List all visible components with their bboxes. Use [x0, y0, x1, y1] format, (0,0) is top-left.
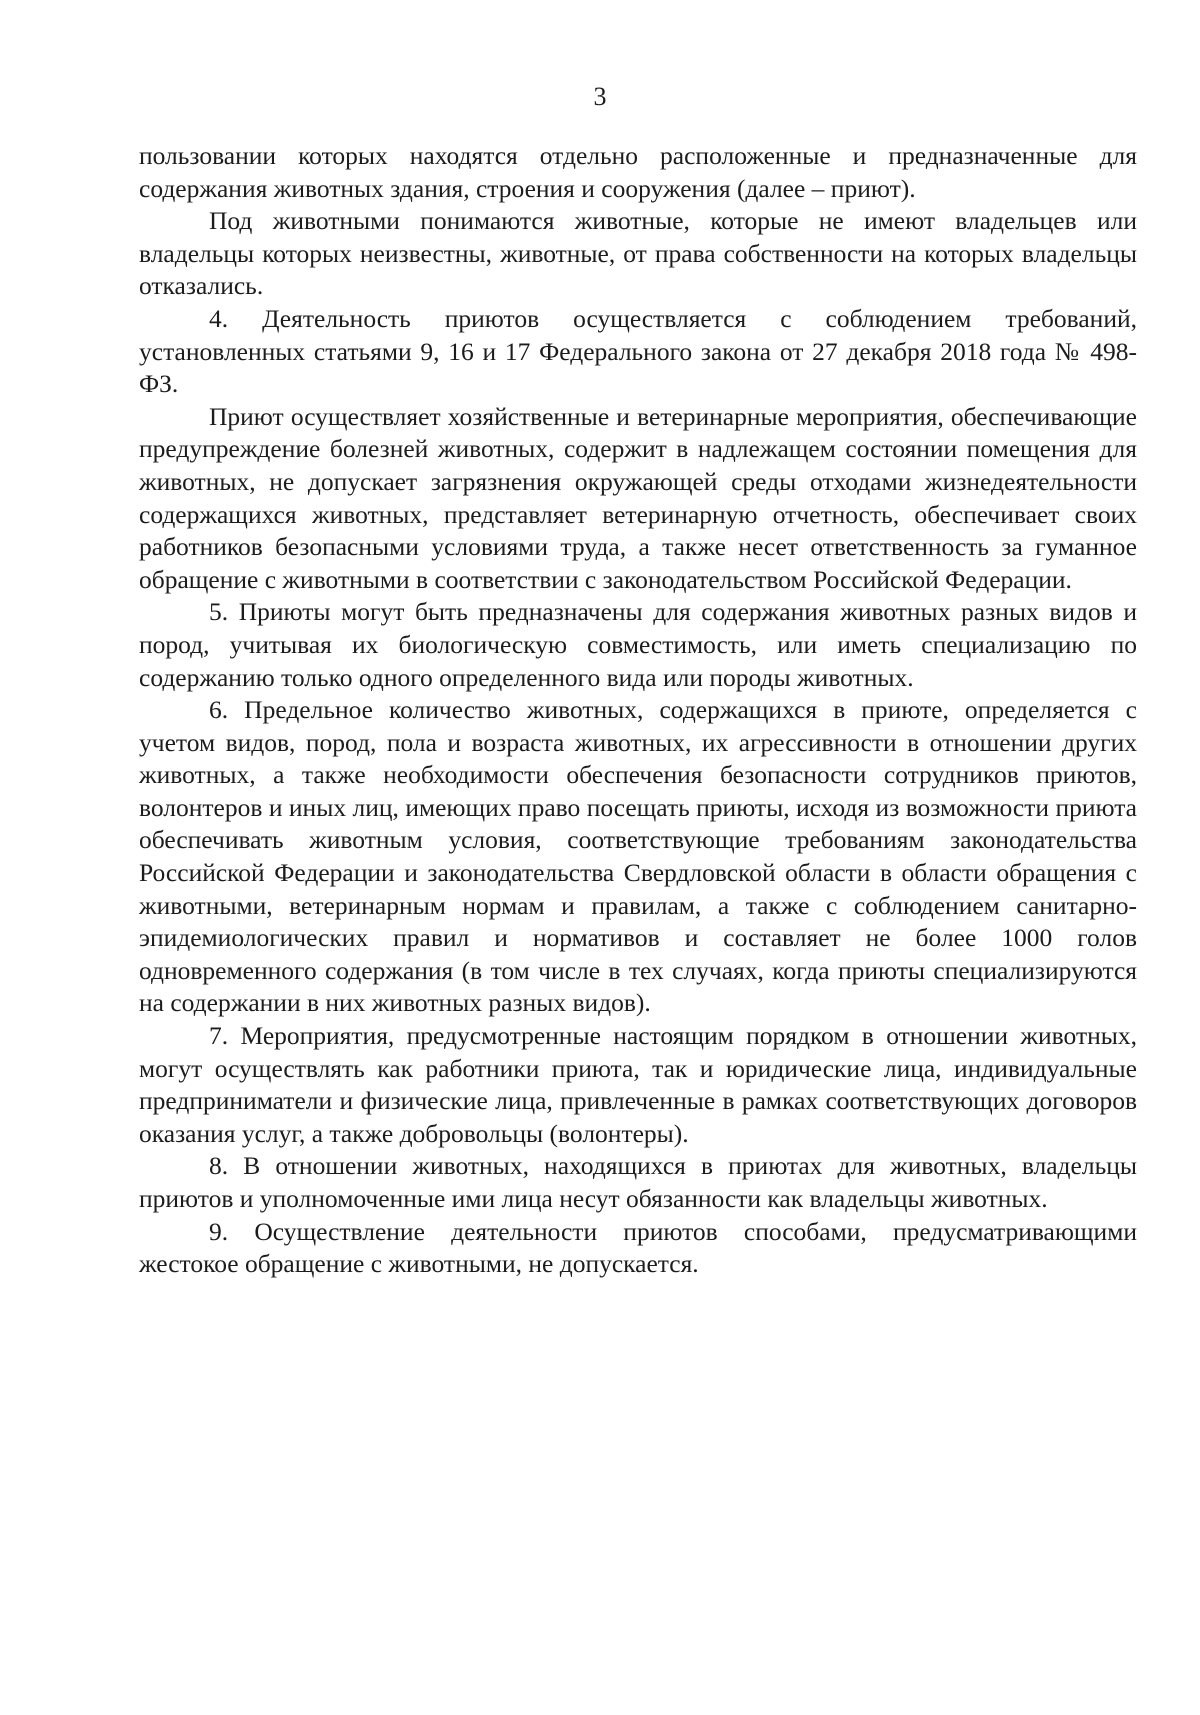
document-body: [139, 140, 1137, 1281]
paragraph-item-6: 6. Предельное количество животных, содержащихся в приюте, определяется с учетом видов, пород, пола и возраста животных, их агрессивности в отношении других животных, а также необходимости обеспечения безопасности сотрудников приютов, волонтеров и иных лиц, имеющих право посещать приюты, исходя из возможности приюта обеспечивать животным условия, соответствующие требованиям законодательства Российской Федерации и законодательства Свердловской области в области обращения с животными, ветеринарным нормам и правилам, а также с соблюдением санитарно-эпидемиологических правил и нормативов и составляет не более 1000 голов одновременного содержания (в том числе в тех случаях, когда приюты специализируются на содержании в них животных разных видов).: [139, 695, 1137, 1018]
paragraph-shelter-definition-continued: пользовании которых находятся отдельно расположенные и предназначенные для содержания животных здания, строения и сооружения (далее – приют).: [139, 141, 1137, 203]
paragraph-item-5: 5. Приюты могут быть предназначены для содержания животных разных видов и пород, учитывая их биологическую совместимость, или иметь специализацию по содержанию только одного определенного вида или породы животных.: [139, 597, 1137, 692]
paragraph-item-7: 7. Мероприятия, предусмотренные настоящим порядком в отношении животных, могут осуществлять как работники приюта, так и юридические лица, индивидуальные предприниматели и физические лица, привлеченные в рамках соответствующих договоров оказания услуг, а также добровольцы (волонтеры).: [139, 1021, 1137, 1148]
paragraph-item-9: 9. Осуществление деятельности приютов способами, предусматривающими жестокое обращение с животными, не допускается.: [139, 1216, 1137, 1279]
paragraph-shelter-duties: Приют осуществляет хозяйственные и ветеринарные мероприятия, обеспечивающие предупреждение болезней животных, содержит в надлежащем состоянии помещения для животных, не допускает загрязнения окружающей среды отходами жизнедеятельности содержащихся животных, представляет ветеринарную отчетность, обеспечивает своих работников безопасными условиями труда, а также несет ответственность за гуманное обращение с животными в соответствии с законодательством Российской Федерации.: [139, 401, 1137, 594]
page-number: 3: [593, 82, 607, 111]
paragraph-animals-definition: Под животными понимаются животные, которые не имеют владельцев или владельцы которых неизвестны, животные, от права собственности на которых владельцы отказались.: [139, 206, 1137, 301]
paragraph-item-4: 4. Деятельность приютов осуществляется с соблюдением требований, установленных статьями 9, 16 и 17 Федерального закона от 27 декабря 2018 года № 498-ФЗ.: [139, 303, 1137, 399]
paragraph-item-8: 8. В отношении животных, находящихся в приютах для животных, владельцы приютов и уполномоченные ими лица несут обязанности как владельцы животных.: [139, 1151, 1137, 1213]
